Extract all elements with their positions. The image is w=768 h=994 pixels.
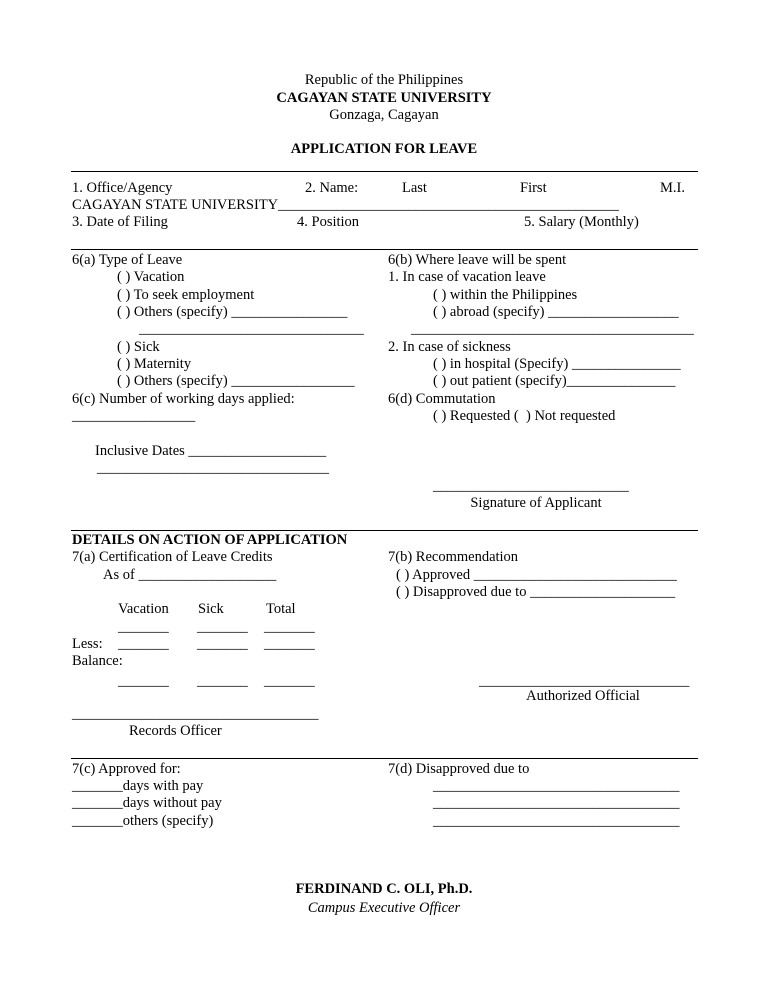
disapproved-due-label: 7(d) Disapproved due to	[388, 761, 530, 777]
date-of-filing-label: 3. Date of Filing	[72, 214, 168, 230]
abroad-option: ( ) abroad (specify) __________________	[433, 304, 679, 320]
location-heading: Gonzaga, Cagayan	[329, 107, 439, 123]
type-of-leave-label: 6(a) Type of Leave	[72, 252, 183, 268]
mi-label: M.I.	[660, 180, 685, 196]
where-leave-label: 6(b) Where leave will be spent	[388, 252, 567, 268]
working-days-line: _________________	[72, 408, 196, 424]
authorized-official-line: _____________________________	[479, 673, 690, 689]
office-value: CAGAYAN STATE UNIVERSITY_______________________________________________	[72, 197, 619, 213]
signature-line: ___________________________	[433, 478, 629, 494]
credit-blank: _______	[118, 673, 169, 689]
maternity-option: ( ) Maternity	[117, 356, 192, 372]
vacation-option: ( ) Vacation	[117, 269, 185, 285]
records-officer-line: __________________________________	[72, 706, 319, 722]
sickness-case-label: 2. In case of sickness	[388, 339, 511, 355]
officer-name: FERDINAND C. OLI, Ph.D.	[295, 881, 473, 897]
disapproved-line: __________________________________	[433, 795, 680, 811]
recommendation-label: 7(b) Recommendation	[388, 549, 519, 565]
signature-label: Signature of Applicant	[470, 495, 602, 511]
leave-credits-label: 7(a) Certification of Leave Credits	[72, 549, 273, 565]
commutation-label: 6(d) Commutation	[388, 391, 496, 407]
records-officer-label: Records Officer	[129, 723, 222, 739]
commutation-options: ( ) Requested ( ) Not requested	[433, 408, 616, 424]
credit-blank: _______	[197, 619, 248, 635]
credit-blank: _______	[118, 636, 169, 652]
inclusive-dates-line: ________________________________	[97, 460, 329, 476]
republic-heading: Republic of the Philippines	[304, 72, 464, 88]
credit-blank: _______	[264, 673, 315, 689]
days-without-pay: _______days without pay	[72, 795, 222, 811]
outpatient-option: ( ) out patient (specify)_______________	[433, 373, 676, 389]
credit-blank: _______	[264, 619, 315, 635]
disapproved-option: ( ) Disapproved due to ____________________	[396, 584, 676, 600]
hospital-option: ( ) in hospital (Specify) _______________	[433, 356, 681, 372]
others-option: ( ) Others (specify) ________________	[117, 304, 348, 320]
salary-label: 5. Salary (Monthly)	[524, 214, 639, 230]
disapproved-line: __________________________________	[433, 778, 680, 794]
divider	[71, 758, 698, 759]
authorized-official-label: Authorized Official	[526, 688, 640, 704]
abroad-line: _______________________________________	[411, 321, 694, 337]
seek-employment-option: ( ) To seek employment	[117, 287, 255, 303]
others-specify: _______others (specify)	[72, 813, 214, 829]
divider	[71, 249, 698, 250]
sick-option: ( ) Sick	[117, 339, 160, 355]
divider	[71, 171, 698, 172]
form-title: APPLICATION FOR LEAVE	[290, 141, 478, 157]
disapproved-line: __________________________________	[433, 813, 680, 829]
officer-title: Campus Executive Officer	[307, 900, 461, 916]
position-label: 4. Position	[297, 214, 360, 230]
office-label: 1. Office/Agency	[72, 180, 173, 196]
as-of-field: As of ___________________	[103, 567, 277, 583]
credit-blank: _______	[197, 673, 248, 689]
details-title: DETAILS ON ACTION OF APPLICATION	[72, 532, 348, 548]
name-label: 2. Name:	[305, 180, 359, 196]
university-heading: CAGAYAN STATE UNIVERSITY	[276, 90, 492, 106]
credit-blank: _______	[197, 636, 248, 652]
others-line: _______________________________	[139, 321, 364, 337]
vacation-case-label: 1. In case of vacation leave	[388, 269, 546, 285]
total-column-header: Total	[266, 601, 296, 617]
inclusive-dates: Inclusive Dates ___________________	[95, 443, 327, 459]
approved-option: ( ) Approved ____________________________	[396, 567, 677, 583]
divider	[71, 530, 698, 531]
working-days-label: 6(c) Number of working days applied:	[72, 391, 295, 407]
less-label: Less:	[72, 636, 103, 652]
first-name-label: First	[520, 180, 547, 196]
balance-label: Balance:	[72, 653, 123, 669]
approved-for-label: 7(c) Approved for:	[72, 761, 181, 777]
days-with-pay: _______days with pay	[72, 778, 204, 794]
within-philippines-option: ( ) within the Philippines	[433, 287, 578, 303]
sick-column-header: Sick	[198, 601, 224, 617]
others-option-2: ( ) Others (specify) _________________	[117, 373, 355, 389]
credit-blank: _______	[264, 636, 315, 652]
last-name-label: Last	[402, 180, 427, 196]
vacation-column-header: Vacation	[118, 601, 169, 617]
credit-blank: _______	[118, 619, 169, 635]
